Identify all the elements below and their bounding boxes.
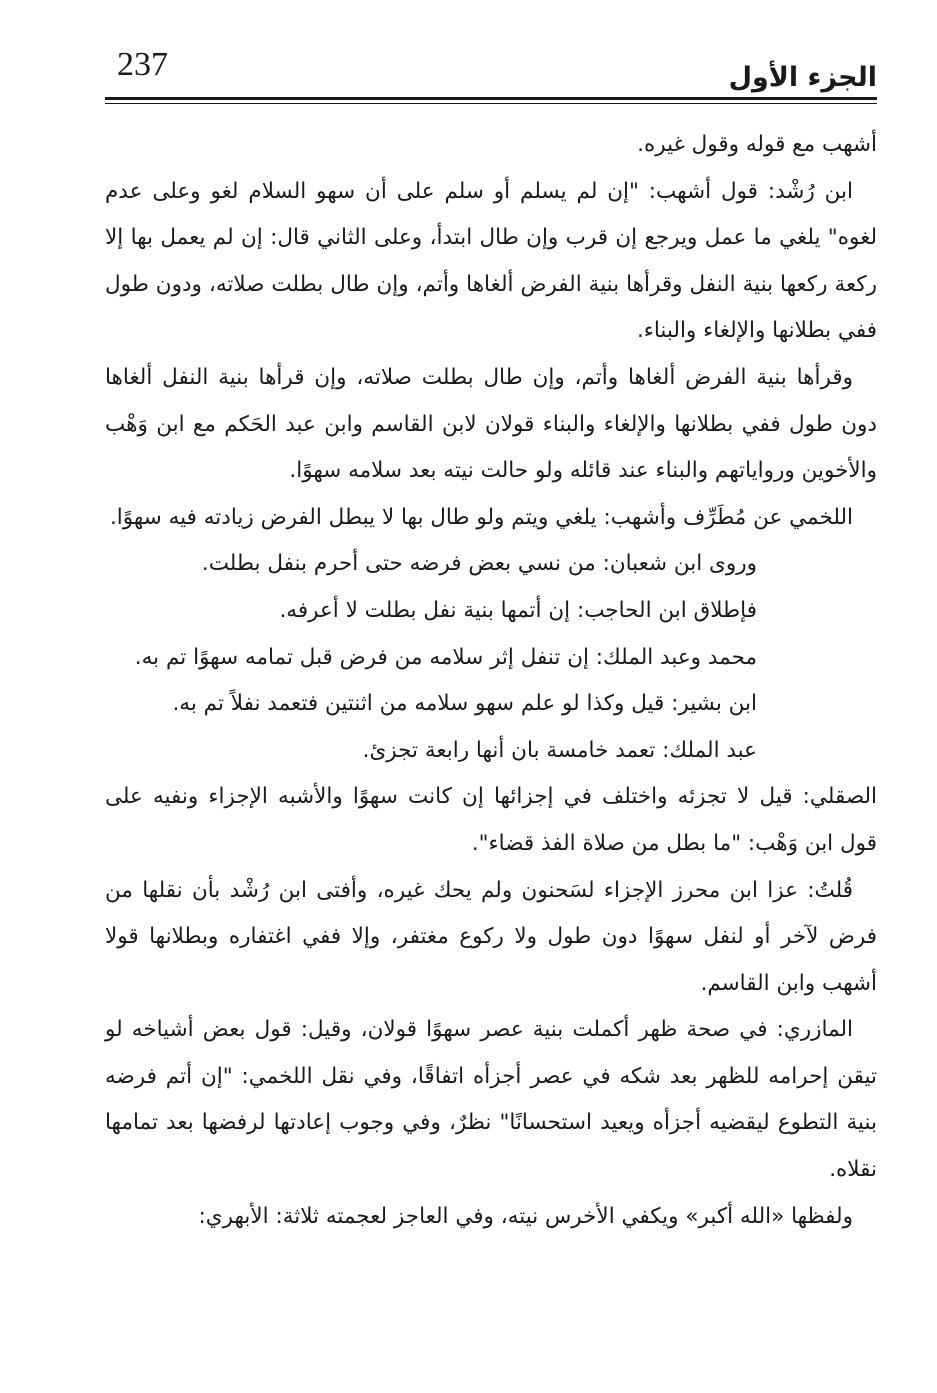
paragraph: فإطلاق ابن الحاجب: إن أتمها بنية نفل بطلت لا أعرفه.	[279, 597, 757, 623]
paragraph: ابن بشير: قيل وكذا لو علم سهو سلامه من اثنتين فتعمد نفلاً تم به.	[172, 691, 757, 717]
paragraph: وقرأها بنية الفرض ألغاها وأتم، وإن طال بطلت صلاته، وإن قرأها بنية النفل ألغاها دون طول ففي بطلانها والإلغاء والبناء قولان لابن القاسم وابن عبد الحَكم مع ابن وَهْب والأخوين ورواياتهم والبناء عند قائله ولو حالت نيته بعد سلامه سهوًا.	[105, 364, 877, 484]
paragraph: وروى ابن شعبان: من نسي بعض فرضه حتى أحرم بنفل بطلت.	[201, 551, 757, 577]
body-text	[105, 122, 877, 1240]
page-number: 237	[117, 46, 168, 83]
page-header	[105, 40, 877, 96]
paragraph: أشهب مع قوله وقول غيره.	[637, 132, 877, 157]
paragraph: ابن رُشْد: قول أشهب: "إن لم يسلم أو سلم على أن سهو السلام لغو وعلى عدم لغوه" يلغي ما عمل ويرجع إن قرب وإن طال ابتدأ، وعلى الثاني قال: إن لم يعمل بها إلا ركعة ركعها بنية النفل وقرأها بنية الفرض ألغاها وأتم، وإن طال بطلت صلاته، ودون طول ففي بطلانها والإلغاء والبناء.	[105, 178, 877, 344]
paragraph: ولفظها «الله أكبر» ويكفي الأخرس نيته، وفي العاجز لعجمته ثلاثة: الأبهري:	[198, 1203, 853, 1229]
paragraph: اللخمي عن مُطَرِّف وأشهب: يلغي ويتم ولو طال بها لا يبطل الفرض زيادته فيه سهوًا.	[109, 504, 853, 530]
running-head: الجزء الأول	[728, 62, 877, 93]
header-rule-thin	[105, 103, 877, 104]
paragraph: عبد الملك: تعمد خامسة بان أنها رابعة تجزئ.	[362, 737, 757, 763]
paragraph: الصقلي: قيل لا تجزئه واختلف في إجزائها إن كانت سهوًا والأشبه الإجزاء ونفيه على قول ابن وَهْب: "ما بطل من صلاة الفذ قضاء".	[105, 784, 877, 856]
paragraph: محمد وعبد الملك: إن تنفل إثر سلامه من فرض قبل تمامه سهوًا تم به.	[134, 644, 757, 670]
paragraph: المازري: في صحة ظهر أكملت بنية عصر سهوًا قولان، وقيل: قول بعض أشياخه لو تيقن إحرامه للظهر بعد شكه في عصر أجزأه اتفاقًا، وفي نقل اللخمي: "إن أتم فرضه بنية التطوع ليقضيه أجزأه ويعيد استحسانًا" نظرٌ، وفي وجوب إعادتها لرفضها بعد تمامها نقلاه.	[105, 1017, 877, 1183]
paragraph: قُلتُ: عزا ابن محرز الإجزاء لسَحنون ولم يحك غيره، وأفتى ابن رُشْد بأن نقلها من فرض لآخر أو لنفل سهوًا دون طول ولا ركوع مغتفر، وإلا ففي اغتفاره وبطلانها قولا أشهب وابن القاسم.	[105, 877, 877, 996]
header-rule-thick	[105, 97, 877, 100]
